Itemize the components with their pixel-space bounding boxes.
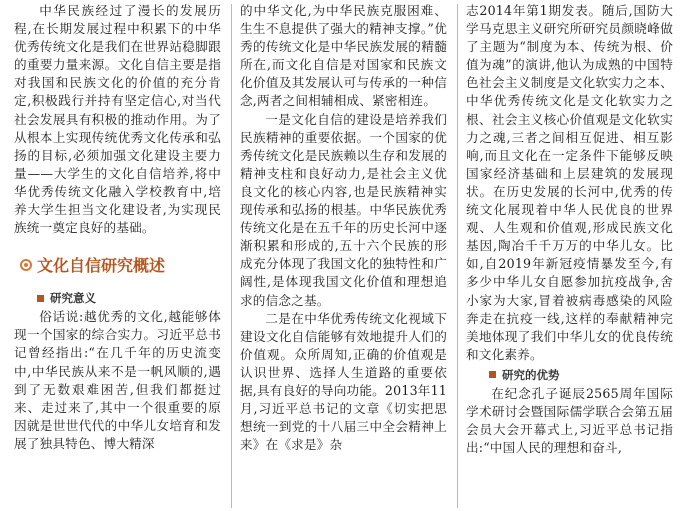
text-column-3 xyxy=(466,2,673,457)
square-bullet-icon xyxy=(489,371,496,378)
text-column-2 xyxy=(240,2,447,454)
continued-paragraph: 的中华文化,为中华民族克服困难、生生不息提供了强大的精神支撑。”优秀的传统文化是中华民族发展的精髓所在,而文化自信是对国家和民族文化价值及其发展认可与传承的一种信念,两者之间相辅相成、紧密相连。 xyxy=(240,3,447,109)
subsection-heading-significance xyxy=(37,290,221,306)
square-bullet-icon xyxy=(37,295,44,302)
continued-paragraph: 志2014年第1期发表。随后,国防大学马克思主义研究所研究员颜晓峰做了主题为“制度为本、传统为根、价值为魂”的演讲,他认为成熟的中国特色社会主义制度是文化软实力之本、中华优秀传统文化是文化软实力之根、社会主义核心价值观是文化软实力之魂,三者之间相互促进、相互影响,而且文化在一定条件下能够反映国家经济基础和上层建筑的发展现状。在历史发展的长河中,优秀的传统文化展现着中华人民优良的世界观、人生观和价值观,形成民族文化基因,陶冶千千万万的中华儿女。比如,自2019年新冠疫情暴发至今,有多少中华儿女自愿参加抗疫战争,舍小家为大家,冒着被病毒感染的风险奔走在抗疫一线,这样的奉献精神完美地体现了我们中华儿女的优良传统和文化素养。 xyxy=(466,3,673,362)
advantages-paragraph: 在纪念孔子诞辰2565周年国际学术研讨会暨国际儒学联合会第五届会员大会开幕式上,习近平总书记指出:“中国人民的理想和奋斗, xyxy=(466,385,673,456)
column-divider xyxy=(457,4,458,508)
column-divider xyxy=(231,4,232,508)
subsection-heading-advantages xyxy=(489,367,673,383)
target-circle-icon xyxy=(20,259,32,271)
intro-paragraph: 中华民族经过了漫长的发展历程,在长期发展过程中积累下的中华优秀传统文化是我们在世界站稳脚跟的重要力量来源。文化自信主要是指对我国和民族文化的价值的充分肯定,积极践行并持有坚定信心,对当代社会发展具有积极的推动作用。为了从根本上实现传统优秀文化传承和弘扬的目标,必须加强文化建设主要力量——大学生的文化自信培养,将中华优秀传统文化融入学校教育中,培养大学生担当文化建设者,为实现民族统一奠定良好的基础。 xyxy=(14,3,221,236)
text-column-1 xyxy=(14,2,221,453)
subsection-title: 研究的优势 xyxy=(502,367,560,382)
section-heading xyxy=(20,253,221,276)
section-title: 文化自信研究概述 xyxy=(37,256,166,276)
significance-paragraph: 俗话说:越优秀的文化,越能够体现一个国家的综合实力。习近平总书记曾经指出:“在几千年的历史流变中,中华民族从来不是一帆风顺的,遇到了无数艰难困苦,但我们都挺过来、走过来了,其中一个很重要的原因就是世世代代的中华儿女培育和发展了独具特色、博大精深 xyxy=(14,309,221,451)
subsection-title: 研究意义 xyxy=(50,291,96,306)
body-paragraph: 二是在中华优秀传统文化视域下建设文化自信能够有效地提升人们的价值观。众所周知,正确的价值观是认识世界、选择人生道路的重要依据,具有良好的导向功能。2013年11月,习近平总书记的文章《切实把思想统一到党的十八届三中全会精神上来》在《求是》杂 xyxy=(240,310,448,453)
body-paragraph: 一是文化自信的建设是培养我们民族精神的重要依据。一个国家的优秀传统文化是民族赖以生存和发展的精神支柱和良好动力,是社会主义优良文化的核心内容,也是民族精神实现传承和弘扬的根基。中华民族优秀传统文化是在五千年的历史长河中逐渐积累和形成的,五十六个民族的形成充分体现了我国文化的独特性和广阔性,是体现我国文化价值和理想追求的信念之基。 xyxy=(240,111,447,308)
